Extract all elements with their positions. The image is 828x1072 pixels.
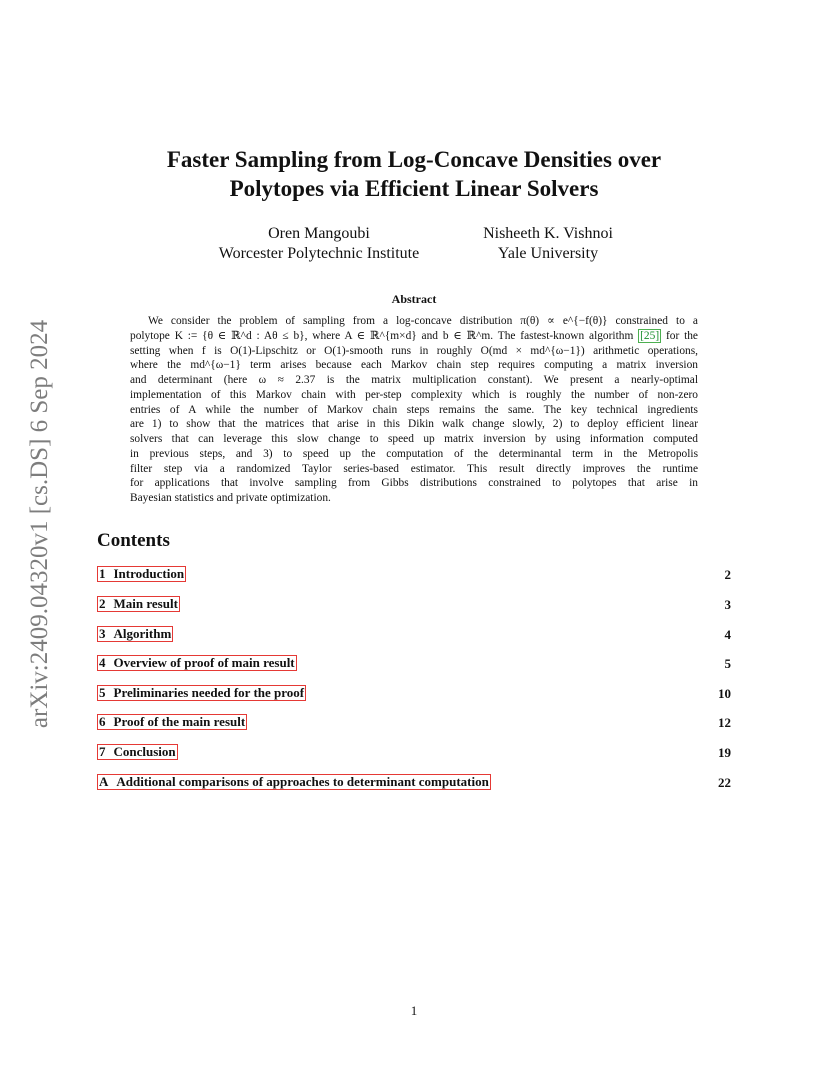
toc-page-number: 19 <box>718 745 731 760</box>
toc-section-number: 4 <box>99 655 106 670</box>
toc-section-number: 6 <box>99 714 106 729</box>
toc-entry <box>97 626 731 646</box>
abstract-line: implementation of this Markov chain with per-step complexity which is roughly the number of non-zero <box>130 388 698 401</box>
toc-section-title: Conclusion <box>113 744 176 759</box>
toc-link[interactable] <box>97 744 178 760</box>
toc-link[interactable] <box>97 655 297 671</box>
toc-link[interactable] <box>97 714 247 730</box>
toc-section-title: Overview of proof of main result <box>113 655 295 670</box>
toc-entry <box>97 685 731 705</box>
toc-section-title: Preliminaries needed for the proof <box>113 685 305 700</box>
toc-page-number: 22 <box>718 775 731 790</box>
toc-section-title: Algorithm <box>113 626 172 641</box>
toc-link[interactable] <box>97 626 173 642</box>
abstract-line: entries of A while the number of Markov chain steps remains the same. The key technical ingredients <box>130 403 698 416</box>
toc-entry <box>97 655 731 675</box>
arxiv-id: arXiv:2409.04320v1 [cs.DS] 6 Sep 2024 <box>26 319 53 729</box>
abstract-body <box>130 314 698 506</box>
arxiv-stamp <box>24 296 56 752</box>
toc-section-number: 7 <box>99 744 106 759</box>
abstract-line: are 1) to show that the matrices that arise in this Dikin walk change slowly, 2) to deploy efficient linear <box>130 418 698 431</box>
toc-section-number: 5 <box>99 685 106 700</box>
toc-page-number: 10 <box>718 686 731 701</box>
toc-section-number: A <box>99 774 109 789</box>
toc-section-number: 2 <box>99 596 106 611</box>
citation-link[interactable]: [25] <box>640 329 660 342</box>
toc-entry <box>97 774 731 794</box>
toc-entry <box>97 566 731 586</box>
abstract-line: for applications that involve sampling from Gibbs distributions constrained to polytopes that arise in <box>130 477 698 490</box>
toc-section-title: Additional comparisons of approaches to determinant computation <box>116 774 489 789</box>
title-line-2: Polytopes via Efficient Linear Solvers <box>229 176 599 201</box>
toc-section-number: 1 <box>99 566 106 581</box>
toc-link[interactable] <box>97 596 180 612</box>
abstract-line: solvers that can leverage this slow change to speed up matrix inversion by using information computed <box>130 433 698 445</box>
toc-entry <box>97 714 731 734</box>
toc-page-number: 2 <box>724 567 731 582</box>
toc-link[interactable] <box>97 566 186 582</box>
toc-link[interactable] <box>97 774 491 790</box>
author-name: Oren Mangoubi <box>268 225 370 242</box>
abstract-line: We consider the problem of sampling from a log-concave distribution π(θ) ∝ e^{−f(θ)} constrained to a <box>148 315 698 327</box>
author-affiliation: Yale University <box>497 245 599 262</box>
paper-title <box>80 145 748 203</box>
author-affiliation: Worcester Polytechnic Institute <box>218 245 420 262</box>
toc-page-number: 4 <box>724 627 731 642</box>
contents-heading: Contents <box>97 530 170 551</box>
toc-section-title: Proof of the main result <box>113 714 246 729</box>
toc-section-title: Introduction <box>113 566 185 581</box>
abstract-line: and determinant (here ω ≈ 2.37 is the matrix multiplication constant). We present a nearly-optimal <box>130 374 698 386</box>
abstract-line: Bayesian statistics and private optimization. <box>130 492 331 504</box>
abstract-line: in previous steps, and 3) to speed up the computation of the determinantal term in the Metropolis <box>130 447 698 460</box>
title-line-1: Faster Sampling from Log-Concave Densities over <box>166 147 662 172</box>
abstract-line: polytope K := {θ ∈ ℝ^d : Aθ ≤ b}, where A ∈ ℝ^{m×d} and b ∈ ℝ^m. The fastest-known algorithm [25] for the <box>130 329 698 342</box>
toc-page-number: 12 <box>718 715 731 730</box>
abstract-line: filter step via a randomized Taylor series-based estimator. This result directly improves the runtime <box>130 462 698 475</box>
toc-section-title: Main result <box>113 596 178 611</box>
toc-page-number: 3 <box>724 597 731 612</box>
abstract-line: where the md^{ω−1} term arises because each Markov chain step requires computing a matrix inversion <box>130 359 698 372</box>
toc-link[interactable] <box>97 685 306 701</box>
author-block <box>446 224 650 264</box>
author-name: Nisheeth K. Vishnoi <box>483 225 613 242</box>
toc-entry <box>97 596 731 616</box>
page-number: 1 <box>410 1003 418 1018</box>
toc-entry <box>97 744 731 764</box>
author-block <box>190 224 448 264</box>
toc-section-number: 3 <box>99 626 106 641</box>
toc-page-number: 5 <box>724 656 731 671</box>
abstract-heading: Abstract <box>391 292 437 306</box>
abstract-line: setting when f is O(1)-Lipschitz or O(1)-smooth runs in roughly O(md × md^{ω−1}) arithmetic operations, <box>130 344 698 357</box>
